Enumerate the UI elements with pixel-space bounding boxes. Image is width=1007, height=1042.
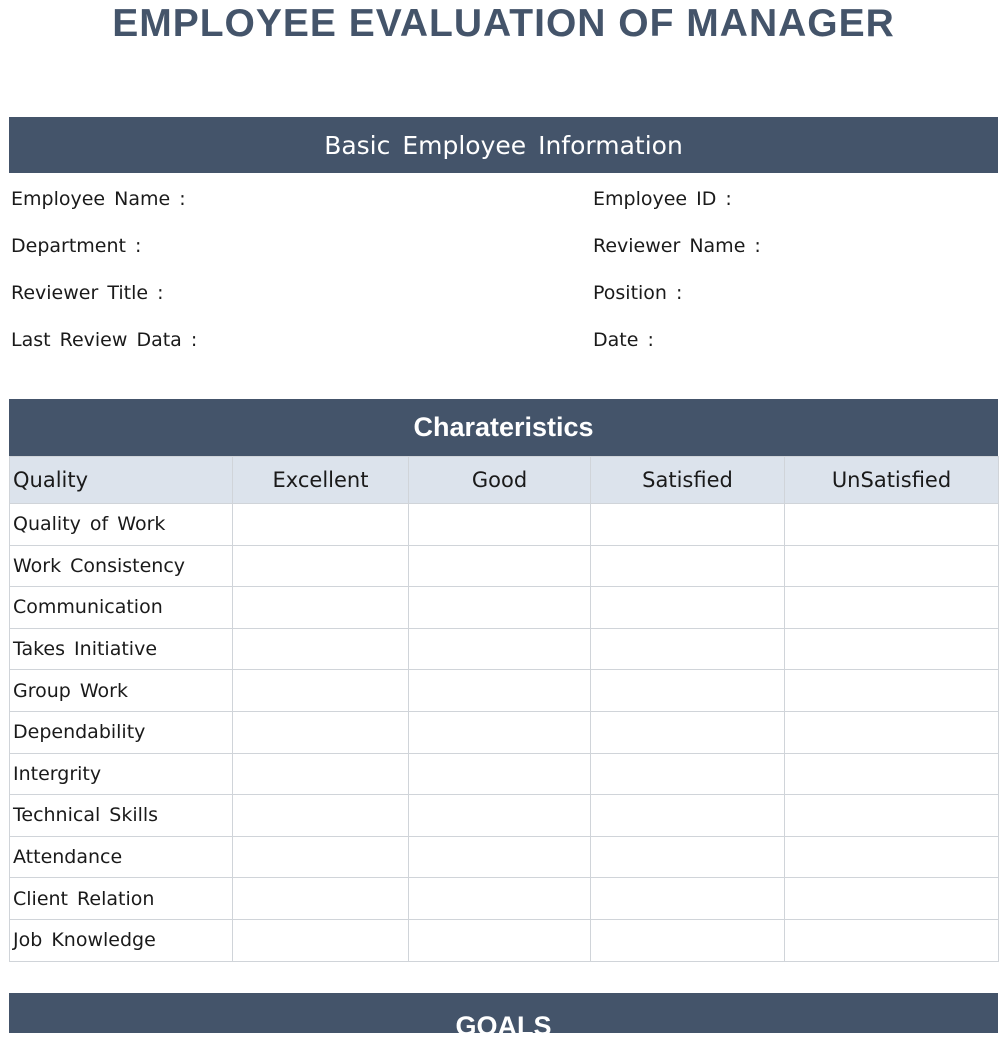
table-row (10, 587, 999, 629)
rating-cell-excellent[interactable] (233, 836, 409, 878)
rating-cell-unsatisfied[interactable] (785, 711, 999, 753)
table-header-row (10, 457, 999, 504)
table-row (10, 795, 999, 837)
rating-cell-excellent[interactable] (233, 628, 409, 670)
characteristics-section (9, 399, 998, 962)
rating-cell-good[interactable] (409, 670, 591, 712)
rating-cell-satisfied[interactable] (591, 919, 785, 961)
rating-cell-satisfied[interactable] (591, 878, 785, 920)
column-header-good: Good (409, 457, 591, 504)
rating-cell-satisfied[interactable] (591, 753, 785, 795)
rating-cell-good[interactable] (409, 836, 591, 878)
rating-cell-unsatisfied[interactable] (785, 836, 999, 878)
date-label: Date : (593, 329, 654, 351)
rating-cell-unsatisfied[interactable] (785, 795, 999, 837)
table-row (10, 711, 999, 753)
info-row (11, 278, 997, 325)
rating-cell-excellent[interactable] (233, 919, 409, 961)
rating-cell-satisfied[interactable] (591, 587, 785, 629)
rating-cell-good[interactable] (409, 878, 591, 920)
quality-label: Group Work (10, 670, 233, 712)
quality-label: Takes Initiative (10, 628, 233, 670)
employee-name-label: Employee Name : (11, 188, 186, 210)
department-label: Department : (11, 235, 142, 257)
rating-cell-excellent[interactable] (233, 504, 409, 546)
characteristics-rows (10, 504, 999, 962)
rating-cell-satisfied[interactable] (591, 545, 785, 587)
rating-cell-good[interactable] (409, 587, 591, 629)
info-row (11, 231, 997, 278)
employee-id-label: Employee ID : (593, 188, 732, 210)
table-row (10, 504, 999, 546)
rating-cell-good[interactable] (409, 919, 591, 961)
table-row (10, 753, 999, 795)
rating-cell-satisfied[interactable] (591, 670, 785, 712)
rating-cell-unsatisfied[interactable] (785, 753, 999, 795)
rating-cell-excellent[interactable] (233, 545, 409, 587)
last-review-date-label: Last Review Data : (11, 329, 198, 351)
rating-cell-unsatisfied[interactable] (785, 628, 999, 670)
rating-cell-unsatisfied[interactable] (785, 504, 999, 546)
rating-cell-excellent[interactable] (233, 878, 409, 920)
rating-cell-good[interactable] (409, 545, 591, 587)
rating-cell-good[interactable] (409, 628, 591, 670)
goals-header: GOALS (9, 993, 998, 1033)
quality-label: Work Consistency (10, 545, 233, 587)
info-row (11, 184, 997, 231)
rating-cell-satisfied[interactable] (591, 628, 785, 670)
quality-label: Client Relation (10, 878, 233, 920)
rating-cell-unsatisfied[interactable] (785, 878, 999, 920)
quality-label: Technical Skills (10, 795, 233, 837)
quality-label: Quality of Work (10, 504, 233, 546)
quality-label: Dependability (10, 711, 233, 753)
quality-label: Attendance (10, 836, 233, 878)
table-row (10, 919, 999, 961)
table-row (10, 878, 999, 920)
rating-cell-excellent[interactable] (233, 587, 409, 629)
column-header-quality: Quality (10, 457, 233, 504)
rating-cell-unsatisfied[interactable] (785, 587, 999, 629)
column-header-excellent: Excellent (233, 457, 409, 504)
column-header-unsatisfied: UnSatisfied (785, 457, 999, 504)
rating-cell-satisfied[interactable] (591, 795, 785, 837)
rating-cell-unsatisfied[interactable] (785, 545, 999, 587)
rating-cell-satisfied[interactable] (591, 711, 785, 753)
quality-label: Communication (10, 587, 233, 629)
rating-cell-satisfied[interactable] (591, 836, 785, 878)
basic-info-header: Basic Employee Information (9, 117, 998, 173)
rating-cell-unsatisfied[interactable] (785, 670, 999, 712)
column-header-satisfied: Satisfied (591, 457, 785, 504)
rating-cell-excellent[interactable] (233, 670, 409, 712)
rating-cell-excellent[interactable] (233, 753, 409, 795)
position-label: Position : (593, 282, 683, 304)
rating-cell-excellent[interactable] (233, 711, 409, 753)
rating-cell-unsatisfied[interactable] (785, 919, 999, 961)
rating-cell-satisfied[interactable] (591, 504, 785, 546)
rating-cell-good[interactable] (409, 795, 591, 837)
rating-cell-excellent[interactable] (233, 795, 409, 837)
quality-label: Job Knowledge (10, 919, 233, 961)
rating-cell-good[interactable] (409, 711, 591, 753)
rating-cell-good[interactable] (409, 504, 591, 546)
basic-info-fields (11, 184, 997, 372)
document-title: EMPLOYEE EVALUATION OF MANAGER (112, 2, 895, 45)
table-row (10, 670, 999, 712)
table-row (10, 836, 999, 878)
quality-label: Intergrity (10, 753, 233, 795)
info-row (11, 325, 997, 372)
table-row (10, 545, 999, 587)
characteristics-table (9, 456, 999, 962)
reviewer-title-label: Reviewer Title : (11, 282, 164, 304)
reviewer-name-label: Reviewer Name : (593, 235, 761, 257)
characteristics-header: Charateristics (9, 399, 998, 456)
table-row (10, 628, 999, 670)
rating-cell-good[interactable] (409, 753, 591, 795)
